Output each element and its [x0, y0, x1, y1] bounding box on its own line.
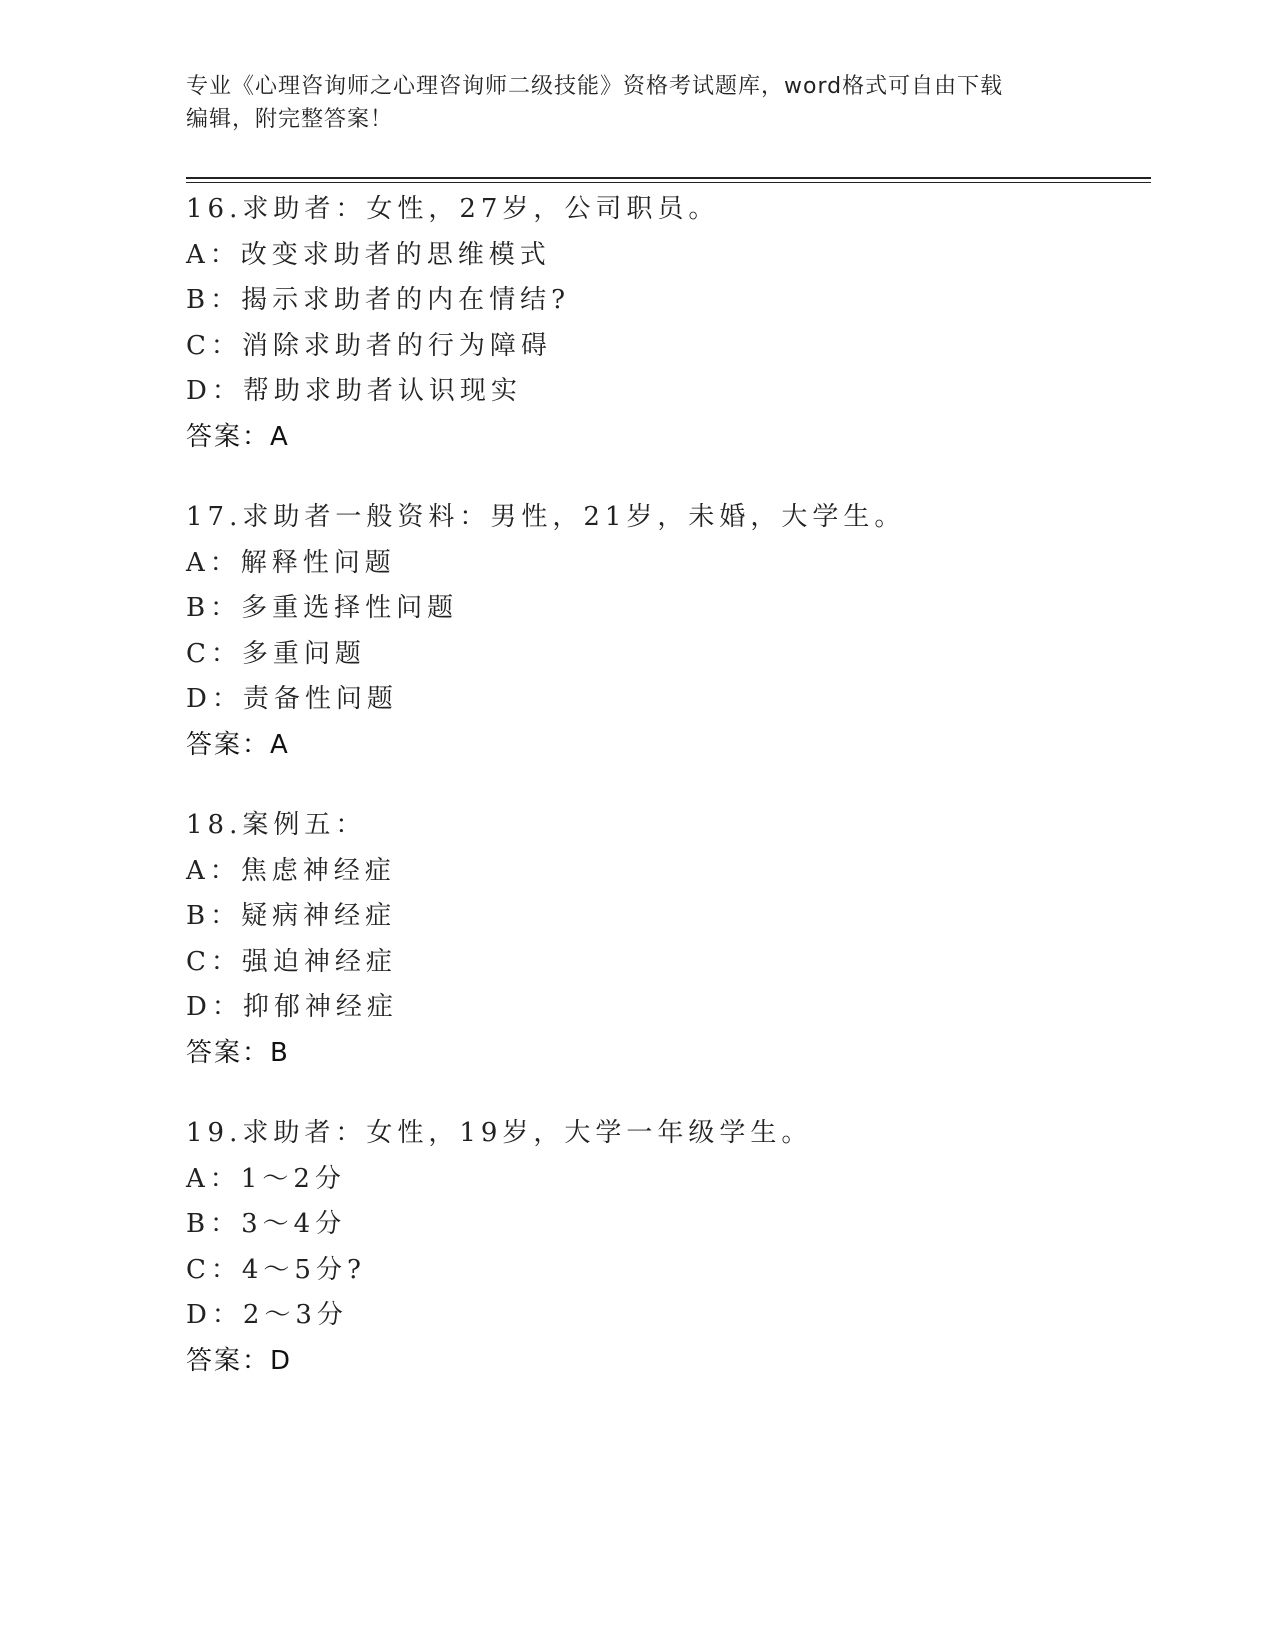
- header-divider-thick: [186, 177, 1151, 179]
- option-a: A：焦虑神经症: [186, 855, 396, 886]
- option-c: C：消除求助者的行为障碍: [186, 330, 552, 361]
- answer-key: 答案：D: [186, 1345, 293, 1376]
- header-divider-thin: [186, 182, 1151, 183]
- question-stem: 17.求助者一般资料：男性，21岁，未婚，大学生。: [186, 502, 906, 532]
- question-stem: 18.案例五：: [186, 810, 367, 840]
- question-list: [186, 187, 1146, 1419]
- option-d: D：2～3分: [186, 1300, 348, 1330]
- option-c: C：多重问题: [186, 638, 366, 669]
- option-d: D：帮助求助者认识现实: [186, 376, 522, 406]
- option-d: D：责备性问题: [186, 684, 398, 714]
- option-b: B：揭示求助者的内在情结?: [186, 285, 571, 315]
- option-d: D：抑郁神经症: [186, 992, 398, 1022]
- option-b: B：3～4分: [186, 1209, 347, 1239]
- option-b: B：疑病神经症: [186, 901, 397, 931]
- header-line-1: 专业《心理咨询师之心理咨询师二级技能》资格考试题库，word格式可自由下载: [186, 74, 1004, 99]
- question-19: [186, 1111, 1146, 1384]
- question-16: [186, 187, 1146, 460]
- question-stem: 16.求助者：女性，27岁，公司职员。: [186, 194, 720, 224]
- document-header: [186, 70, 1086, 136]
- answer-key: 答案：A: [186, 729, 290, 760]
- option-b: B：多重选择性问题: [186, 593, 459, 623]
- answer-key: 答案：B: [186, 1037, 290, 1068]
- option-a: A：解释性问题: [186, 547, 396, 578]
- option-c: C：4～5分?: [186, 1254, 366, 1285]
- question-stem: 19.求助者：女性，19岁，大学一年级学生。: [186, 1118, 813, 1148]
- question-17: [186, 495, 1146, 768]
- answer-key: 答案：A: [186, 421, 290, 452]
- option-a: A：1～2分: [186, 1163, 346, 1194]
- option-a: A：改变求助者的思维模式: [186, 239, 551, 270]
- header-line-2: 编辑，附完整答案！: [186, 107, 394, 132]
- question-18: [186, 803, 1146, 1076]
- option-c: C：强迫神经症: [186, 946, 397, 977]
